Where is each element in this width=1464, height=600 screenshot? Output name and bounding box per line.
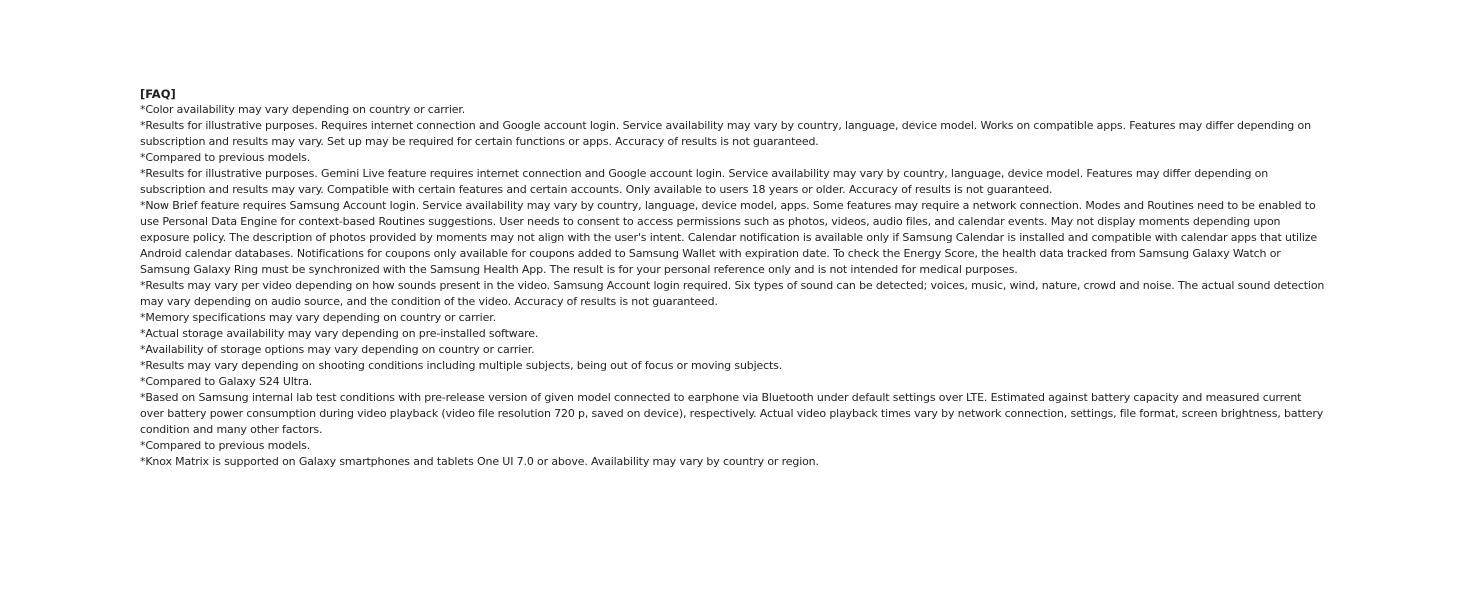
disclaimer-storage-options: *Availability of storage options may vary depending on country or carrier. [140, 343, 535, 356]
disclaimer-compared-previous-models: *Compared to previous models. [140, 151, 311, 164]
disclaimer-shooting-conditions: *Results may vary depending on shooting conditions including multiple subjects, being out of focus or moving subjects. [140, 359, 783, 372]
disclaimer-gemini-live: *Results for illustrative purposes. Gemini Live feature requires internet connection and Google account login. Service availability may vary by country, language, device model. Features may differ depending on subscription and results may vary. Compatible with certain features and certain accounts. Only available to users 18 years or older. Accuracy of results is not guaranteed. [140, 167, 1269, 196]
disclaimer-actual-storage: *Actual storage availability may vary depending on pre-installed software. [140, 327, 539, 340]
disclaimer-color-availability: *Color availability may vary depending on country or carrier. [140, 103, 466, 116]
disclaimer-list [140, 102, 1328, 470]
faq-heading: [FAQ] [140, 87, 176, 101]
disclaimer-battery-playback: *Based on Samsung internal lab test conditions with pre-release version of given model connected to earphone via Bluetooth under default settings over LTE. Estimated against battery capacity and measured current over battery power consumption during video playback (video file resolution 720 p, saved on device), respectively. Actual video playback times vary by network connection, settings, file format, screen brightness, battery condition and many other factors. [140, 391, 1324, 436]
disclaimer-compared-previous-models-2: *Compared to previous models. [140, 439, 311, 452]
disclaimer-knox-matrix: *Knox Matrix is supported on Galaxy smartphones and tablets One UI 7.0 or above. Availability may vary by country or region. [140, 455, 819, 468]
faq-disclaimer-section [140, 86, 1328, 470]
disclaimer-now-brief: *Now Brief feature requires Samsung Account login. Service availability may vary by country, language, device model, apps. Some features may require a network connection. Modes and Routines need to be enabled to use Personal Data Engine for context-based Routines suggestions. User needs to consent to access permissions such as photos, videos, audio files, and calendar events. May not display moments depending upon exposure policy. The description of photos provided by moments may not align with the user's intent. Calendar notification is available only if Samsung Calendar is installed and compatible with calendar apps that utilize Android calendar databases. Notifications for coupons only available for coupons added to Samsung Wallet with expiration date. To check the Energy Score, the health data tracked from Samsung Galaxy Watch or Samsung Galaxy Ring must be synchronized with the Samsung Health App. The result is for your personal reference only and is not intended for medical purposes. [140, 199, 1317, 276]
disclaimer-compared-s24-ultra: *Compared to Galaxy S24 Ultra. [140, 375, 313, 388]
disclaimer-audio-eraser: *Results may vary per video depending on how sounds present in the video. Samsung Account login required. Six types of sound can be detected; voices, music, wind, nature, crowd and noise. The actual sound detection may vary depending on audio source, and the condition of the video. Accuracy of results is not guaranteed. [140, 279, 1325, 308]
disclaimer-memory-specs: *Memory specifications may vary depending on country or carrier. [140, 311, 496, 324]
disclaimer-google-ai-results: *Results for illustrative purposes. Requires internet connection and Google account login. Service availability may vary by country, language, device model. Works on compatible apps. Features may differ depending on subscription and results may vary. Set up may be required for certain functions or apps. Accuracy of results is not guaranteed. [140, 119, 1311, 148]
